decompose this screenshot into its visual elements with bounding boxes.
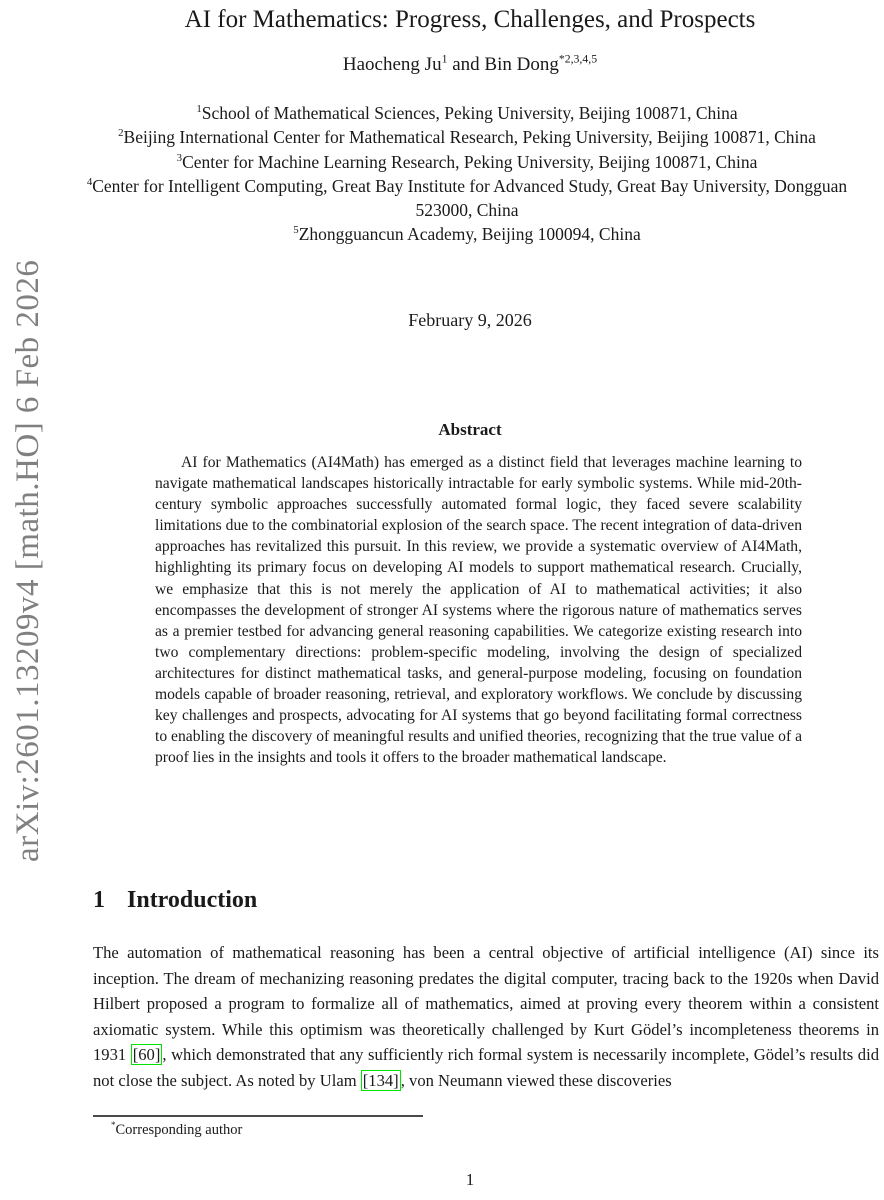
- abstract-heading: Abstract: [438, 420, 502, 439]
- affiliation-3: [81, 150, 853, 174]
- affiliation-1-superscript: 1: [196, 103, 202, 116]
- arxiv-watermark: arXiv:2601.13209v4 [math.HO] 6 Feb 2026: [10, 259, 46, 862]
- page-number: 1: [465, 1170, 475, 1189]
- affiliation-1-text: School of Mathematical Sciences, Peking University, Beijing 100871, China: [201, 103, 738, 123]
- affiliation-3-superscript: 3: [176, 151, 183, 164]
- affiliation-5: [81, 222, 853, 246]
- affiliation-5-superscript: 5: [293, 224, 299, 237]
- intro-text-segment: The automation of mathematical reasoning has been a central objective of artificial intelligence (AI) since its inception. The dream of mechanizing reasoning predates the digital computer, tracing back to the 1920s when David Hilbert proposed a program to formalize all of mathematics, aimed at proving every theorem within a consistent axiomatic system. While this optimism was theoretically challenged by Kurt Gödel’s incompleteness theorems in 1931: [93, 943, 879, 1065]
- author-2-superscript: *2,3,4,5: [558, 52, 598, 66]
- affiliation-4: [81, 174, 853, 223]
- abstract-text: AI for Mathematics (AI4Math) has emerged as a distinct field that leverages machine learning to navigate mathematical landscapes historically intractable for early symbolic systems. While mid-20th-century symbolic approaches successfully automated formal logic, they faced severe scalability limitations due to the combinatorial explosion of the search space. The recent integration of data-driven approaches has revitalized this pursuit. In this review, we provide a systematic overview of AI4Math, highlighting its primary focus on developing AI models to support mathematical research. Crucially, we emphasize that this is not merely the application of AI to mathematical activities; it also encompasses the development of stronger AI systems where the rigorous nature of mathematics serves as a premier testbed for advancing general reasoning capabilities. We categorize existing research into two complementary directions: problem-specific modeling, involving the design of specialized architectures for distinct mathematical tasks, and general-purpose modeling, focusing on foundation models capable of broader reasoning, retrieval, and exploratory workflows. We conclude by discussing key challenges and prospects, advocating for AI systems that go beyond facilitating formal correctness to enabling the discovery of meaningful results and unified theories, recognizing that the true value of a proof lies in the insights and tools it offers to the broader mathematical landscape.: [155, 454, 802, 767]
- affiliation-2: [81, 125, 853, 149]
- author-1-superscript: 1: [441, 52, 448, 66]
- affiliation-2-text: Beijing International Center for Mathematical Research, Peking University, Beijing 100871, China: [123, 127, 816, 148]
- affiliation-1: [81, 101, 853, 125]
- footnote-marker: *: [111, 1120, 116, 1131]
- affiliation-3-text: Center for Machine Learning Research, Peking University, Beijing 100871, China: [182, 151, 758, 172]
- footnote-rule: [93, 1115, 423, 1117]
- affiliation-4-text: Center for Intelligent Computing, Great Bay Institute for Advanced Study, Great Bay University, Dongguan 523000, China: [92, 175, 848, 221]
- citation-link-134[interactable]: [134]: [362, 1070, 399, 1090]
- introduction-paragraph: [93, 940, 879, 1094]
- author-joiner: and: [447, 54, 485, 75]
- author-1-name: Haocheng Ju: [342, 54, 442, 75]
- footnote-text: Corresponding author: [115, 1122, 243, 1138]
- paper-date: February 9, 2026: [408, 310, 532, 330]
- affiliation-2-superscript: 2: [118, 127, 124, 140]
- intro-text-segment: , which demonstrated that any sufficiently rich formal system is necessarily incomplete, Gödel’s results did not close the subject. As noted by Ulam: [93, 1045, 879, 1090]
- affiliation-5-text: Zhongguancun Academy, Beijing 100094, China: [298, 224, 641, 245]
- citation-link-60[interactable]: [60]: [132, 1045, 161, 1065]
- paper-title: AI for Mathematics: Progress, Challenges, and Prospects: [184, 6, 756, 33]
- section-number: 1: [93, 887, 105, 913]
- section-title: Introduction: [127, 887, 258, 913]
- affiliation-block: [57, 101, 877, 247]
- section-heading-introduction: [93, 887, 853, 914]
- corresponding-author-footnote: [93, 1122, 793, 1139]
- intro-text-segment: , von Neumann viewed these discoveries: [400, 1070, 672, 1090]
- author-line: [70, 54, 870, 76]
- affiliation-4-superscript: 4: [86, 176, 93, 189]
- author-2-name: Bin Dong: [484, 54, 559, 75]
